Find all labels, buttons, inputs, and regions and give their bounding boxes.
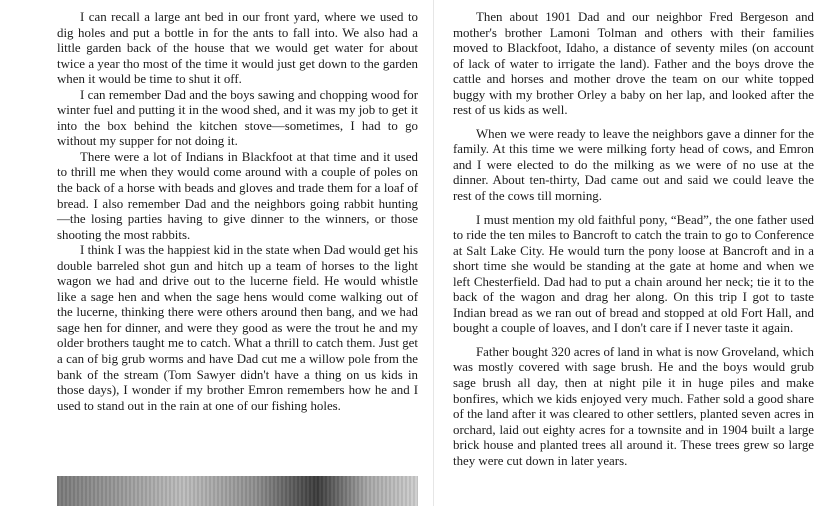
paragraph-pony-bead: I must mention my old faithful pony, “Bead”, the one father used to ride the ten miles to Bancroft to catch the train to go to Conference at Salt Lake City. He would turn the pony loose at Bancroft and in a short time she would be standing at the gate at home and when we left Chesterfield. Dad had to put a chain around her neck; tie it to the back of the wagon and drag her along. On this trip I got to taste Indian bread as we ran out of bread and stopped at old Fort Hall, and bought a couple of loaves, and I don't care if I never taste it again. bbox=[453, 212, 814, 336]
photo-strip bbox=[57, 476, 418, 506]
paragraph-indians-blackfoot: There were a lot of Indians in Blackfoot at that time and it used to thrill me when they would come around with a couple of poles on the back of a horse with beads and gloves and trade them for a loaf of bread. I also remember Dad and the neighbors going rabbit hunting —the losing parties having to give dinner to the winners, or those shooting the most rabbits. bbox=[57, 149, 418, 242]
right-column bbox=[453, 10, 814, 477]
column-divider bbox=[433, 0, 434, 506]
paragraph-move-blackfoot: Then about 1901 Dad and our neighbor Fred Bergeson and mother's brother Lamoni Tolman and others with their families moved to Blackfoot, Idaho, a distance of seventy miles (on account of lack of water to irrigate the land). Father and the boys drove the cattle and horses and mother drove the team on our white topped buggy with my brother Orley a baby on her lap, and looked after the rest of us kids as well. bbox=[453, 10, 814, 118]
left-column bbox=[57, 10, 418, 414]
paragraph-ant-bed: I can recall a large ant bed in our front yard, where we used to dig holes and put a bottle in for the ants to fall into. We also had a little garden back of the house that we would get water for about twice a year tho most of the time it would just get down to the garden when it would be time to shut it off. bbox=[57, 10, 418, 87]
paragraph-wood-chopping: I can remember Dad and the boys sawing and chopping wood for winter fuel and putting it in the wood shed, and it was my job to get it into the box behind the kitchen stove—sometimes, I had to go without my supper for not doing it. bbox=[57, 87, 418, 149]
paragraph-farewell-dinner: When we were ready to leave the neighbors gave a dinner for the family. At this time we were milking forty head of cows, and Emron and I were elected to do the milking as we were of no use at the dinner. About ten-thirty, Dad came out and said we could leave the rest of the cows till morning. bbox=[453, 126, 814, 204]
paragraph-groveland-land: Father bought 320 acres of land in what is now Groveland, which was mostly covered with sage brush. He and the boys would grub sage brush all day, then at night pile it in huge piles and make bonfires, which we kids enjoyed very much. Father sold a good share of the land after it was cleared to other settlers, planted seven acres in orchard, laid out eighty acres for a townsite and in 1904 built a large brick house and planted trees all around it. These trees grew so large they were cut down in later years. bbox=[453, 344, 814, 468]
paragraph-sage-hens: I think I was the happiest kid in the state when Dad would get his double barreled shot gun and hitch up a team of horses to the light wagon we had and drive out to the lucerne field. He would whistle like a sage hen and when the sage hens would come walking out of the lucerne, thinking there were others around then bang, and we had sage hen for dinner, and were they good as were the trout he and my older brothers taught me to catch. What a thrill to catch them. Just get a can of big grub worms and have Dad cut me a willow pole from the bank of the stream (Tom Sawyer didn't have a thing on us kids in those days), I wonder if my brother Emron remembers how he and I used to stand out in the rain at one of our fishing holes. bbox=[57, 243, 418, 413]
